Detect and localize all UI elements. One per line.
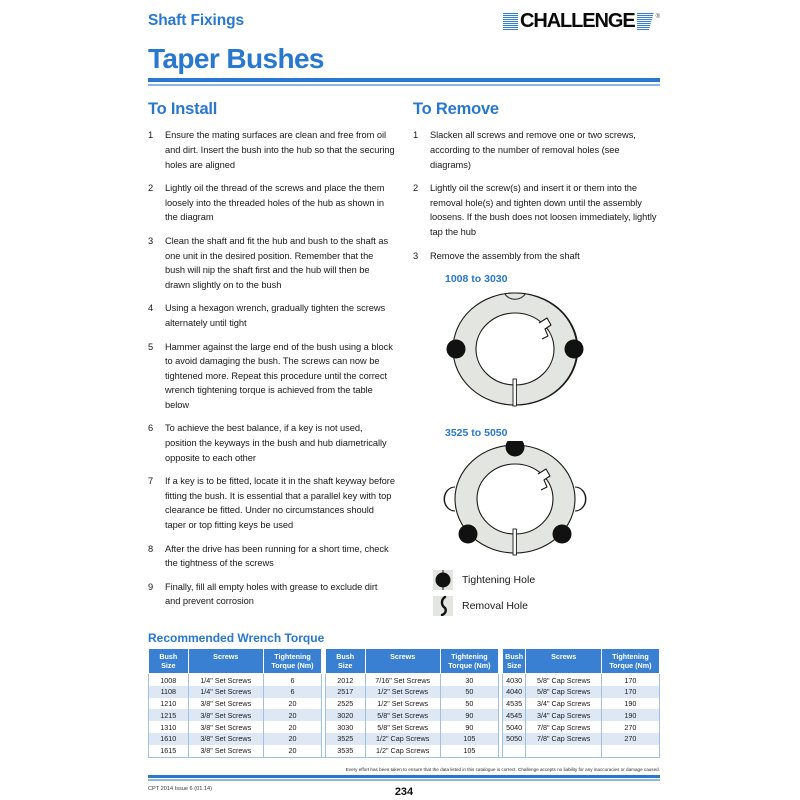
list-item — [148, 580, 395, 609]
cell-bush-size: 2517 — [325, 686, 365, 698]
cell-torque: 90 — [440, 709, 498, 721]
list-item — [148, 301, 395, 330]
cell-torque: 170 — [601, 674, 659, 686]
cell-torque: 270 — [601, 721, 659, 733]
column-header-torque: Tightening Torque (Nm) — [440, 649, 498, 674]
table-row — [149, 674, 660, 686]
cell-screws: 3/8" Set Screws — [188, 709, 263, 721]
cell-bush-size: 3030 — [325, 721, 365, 733]
cell-screws: 5/8" Set Screws — [365, 721, 440, 733]
cell-torque: 105 — [440, 733, 498, 745]
diagram-2-label: 3525 to 5050 — [445, 427, 508, 440]
taper-bush-diagram-large-icon — [435, 441, 595, 559]
cell-torque: 190 — [601, 709, 659, 721]
install-steps-list — [148, 128, 395, 609]
cell-bush-size: 4545 — [502, 709, 526, 721]
table-title: Recommended Wrench Torque — [148, 631, 325, 646]
step-text: After the drive has been running for a short time, check the tightness of the screws — [165, 543, 389, 569]
cell-torque: 30 — [440, 674, 498, 686]
column-header-torque: Tightening Torque (Nm) — [263, 649, 321, 674]
cell-torque: 50 — [440, 698, 498, 710]
step-text: Clean the shaft and fit the hub and bush to the shaft as one unit in the desired position. Remember that the bush will nip the shaft first and the hub will then be drawn slightly on to the bush — [165, 235, 389, 290]
challenge-logo — [503, 10, 660, 32]
cell-torque: 6 — [263, 674, 321, 686]
removal-hole-icon — [433, 596, 453, 616]
cell-bush-size: 4040 — [502, 686, 526, 698]
logo-stripe-right-icon — [637, 13, 654, 30]
cell-screws: 1/4" Set Screws — [188, 686, 263, 698]
cell-bush-size: 3525 — [325, 733, 365, 745]
cell-screws: 7/16" Set Screws — [365, 674, 440, 686]
taper-bush-diagram-small-icon — [435, 287, 595, 412]
step-text: Using a hexagon wrench, gradually tighten the screws alternately until tight — [165, 303, 386, 328]
step-number: 7 — [148, 476, 154, 487]
legend-label: Removal Hole — [462, 600, 528, 613]
cell-screws: 3/8" Set Screws — [188, 721, 263, 733]
cell-bush-size: 1615 — [149, 745, 189, 757]
list-item — [148, 421, 395, 465]
column-header-screws: Screws — [526, 649, 601, 674]
list-item — [148, 128, 395, 172]
cell-torque: 20 — [263, 721, 321, 733]
table-row — [149, 698, 660, 710]
table-row — [149, 733, 660, 745]
logo-wordmark: CHALLENGE — [520, 10, 635, 32]
wrench-torque-table — [148, 648, 660, 757]
step-text: Ensure the mating surfaces are clean and free from oil and dirt. Insert the bush into the hub so that the securing holes are aligned — [165, 130, 395, 170]
cell-screws: 3/4" Cap Screws — [526, 698, 601, 710]
step-text: To achieve the best balance, if a key is not used, position the keyways in the bush and hub diametrically opposite to each other — [165, 423, 387, 463]
table-body — [149, 674, 660, 757]
diagram-legend — [433, 570, 660, 616]
step-number: 2 — [413, 183, 419, 194]
cell-bush-size: 1210 — [149, 698, 189, 710]
list-item — [413, 128, 660, 172]
cell-bush-size: 3020 — [325, 709, 365, 721]
legend-label: Tightening Hole — [462, 574, 536, 587]
list-item — [148, 181, 395, 225]
cell-bush-size: 1108 — [149, 686, 189, 698]
step-text: Remove the assembly from the shaft — [430, 250, 580, 261]
cell-screws: 1/2" Set Screws — [365, 698, 440, 710]
list-item — [148, 474, 395, 532]
column-header-bush-size: Bush Size — [325, 649, 365, 674]
list-item — [148, 234, 395, 292]
cell-bush-size: 5040 — [502, 721, 526, 733]
cell-torque — [601, 745, 659, 757]
step-number: 9 — [148, 581, 154, 592]
column-header-bush-size: Bush Size — [149, 649, 189, 674]
column-header-bush-size: Bush Size — [502, 649, 526, 674]
page-title: Taper Bushes — [148, 43, 324, 74]
cell-bush-size: 2012 — [325, 674, 365, 686]
cell-screws: 1/2" Cap Screws — [365, 733, 440, 745]
cell-screws: 5/8" Cap Screws — [526, 686, 601, 698]
table-row — [149, 721, 660, 733]
cell-screws: 3/8" Set Screws — [188, 733, 263, 745]
publication-code: CPT 2014 Issue 6 (01.14) — [148, 786, 212, 792]
cell-bush-size: 4535 — [502, 698, 526, 710]
page-header — [148, 12, 660, 38]
page-number: 234 — [394, 786, 414, 798]
cell-torque: 105 — [440, 745, 498, 757]
cell-bush-size: 1008 — [149, 674, 189, 686]
title-rule-thin — [148, 84, 660, 86]
cell-bush-size: 1215 — [149, 709, 189, 721]
legend-item-tightening-hole — [433, 570, 660, 590]
logo-stripe-left-icon — [503, 13, 518, 30]
diagram-2-wrap — [413, 441, 660, 564]
remove-steps-list — [413, 128, 660, 263]
step-number: 4 — [148, 303, 154, 314]
install-heading: To Install — [148, 100, 218, 119]
step-text: Hammer against the large end of the bush using a block to avoid damaging the bush. The screws can now be tightened more. Repeat this procedure until the correct wrench tightening torque is achieved from the table below — [165, 341, 393, 410]
cell-bush-size — [502, 745, 526, 757]
step-text: Slacken all screws and remove one or two screws, according to the number of removal holes (see diagrams) — [430, 130, 636, 170]
content-columns — [148, 100, 660, 622]
column-header-screws: Screws — [188, 649, 263, 674]
cell-screws: 1/4" Set Screws — [188, 674, 263, 686]
cell-screws: 3/4" Cap Screws — [526, 709, 601, 721]
cell-bush-size: 2525 — [325, 698, 365, 710]
cell-screws: 1/2" Cap Screws — [365, 745, 440, 757]
cell-bush-size: 5050 — [502, 733, 526, 745]
table-row — [149, 686, 660, 698]
cell-torque: 20 — [263, 698, 321, 710]
table-row — [149, 745, 660, 757]
step-text: Lightly oil the screw(s) and insert it or them into the removal hole(s) and tighten down until the assembly loosens. If the bush does not loosen immediately, lightly tap the hub — [430, 183, 657, 237]
remove-heading: To Remove — [413, 100, 499, 119]
step-number: 1 — [413, 130, 419, 141]
tightening-hole-icon — [433, 570, 453, 590]
table-row — [149, 709, 660, 721]
step-text: If a key is to be fitted, locate it in the shaft keyway before fitting the bush. It is essential that a parallel key with top clearance be fitted. Under no circumstances should taper or top fitting keys be used — [165, 476, 395, 531]
footer-rule-thin — [148, 779, 660, 781]
cell-bush-size: 1610 — [149, 733, 189, 745]
step-text: Lightly oil the thread of the screws and place the them loosely into the threaded holes of the hub as shown in the diagram — [165, 183, 385, 223]
page-footer — [148, 766, 660, 798]
cell-torque: 20 — [263, 745, 321, 757]
title-rule-thick — [148, 78, 660, 82]
remove-column — [413, 100, 660, 622]
cell-torque: 50 — [440, 686, 498, 698]
cell-torque: 20 — [263, 709, 321, 721]
cell-screws: 5/8" Set Screws — [365, 709, 440, 721]
cell-screws — [526, 745, 601, 757]
cell-torque: 190 — [601, 698, 659, 710]
step-number: 3 — [413, 250, 419, 261]
step-number: 1 — [148, 130, 154, 141]
cell-bush-size: 4030 — [502, 674, 526, 686]
step-number: 3 — [148, 235, 154, 246]
section-kicker: Shaft Fixings — [148, 12, 245, 29]
cell-torque: 90 — [440, 721, 498, 733]
cell-screws: 3/8" Set Screws — [188, 698, 263, 710]
column-header-screws: Screws — [365, 649, 440, 674]
diagram-1-label: 1008 to 3030 — [445, 273, 508, 286]
step-number: 5 — [148, 341, 154, 352]
cell-torque: 6 — [263, 686, 321, 698]
step-number: 6 — [148, 423, 154, 434]
cell-bush-size: 3535 — [325, 745, 365, 757]
footer-rule-thick — [148, 775, 660, 778]
install-column — [148, 100, 395, 622]
cell-screws: 3/8" Set Screws — [188, 745, 263, 757]
legend-item-removal-hole — [433, 596, 660, 616]
list-item — [148, 340, 395, 413]
cell-torque: 20 — [263, 733, 321, 745]
footer-bottom — [148, 786, 660, 798]
disclaimer-text: Every effort has been taken to ensure that the data listed in this catalogue is correct. Challenge accepts no liability for any inaccuracies or damage caused. — [345, 766, 660, 772]
step-number: 2 — [148, 183, 154, 194]
cell-screws: 7/8" Cap Screws — [526, 733, 601, 745]
registered-trademark-icon: ® — [655, 14, 660, 20]
cell-torque: 170 — [601, 686, 659, 698]
table-header-row — [149, 649, 660, 674]
column-header-torque: Tightening Torque (Nm) — [601, 649, 659, 674]
list-item — [148, 542, 395, 571]
diagram-1-wrap — [413, 287, 660, 417]
cell-screws: 5/8" Cap Screws — [526, 674, 601, 686]
cell-bush-size: 1310 — [149, 721, 189, 733]
cell-screws: 1/2" Set Screws — [365, 686, 440, 698]
cell-torque: 270 — [601, 733, 659, 745]
step-text: Finally, fill all empty holes with grease to exclude dirt and prevent corrosion — [165, 581, 378, 607]
list-item — [413, 249, 660, 264]
step-number: 8 — [148, 543, 154, 554]
list-item — [413, 181, 660, 239]
cell-screws: 7/8" Cap Screws — [526, 721, 601, 733]
